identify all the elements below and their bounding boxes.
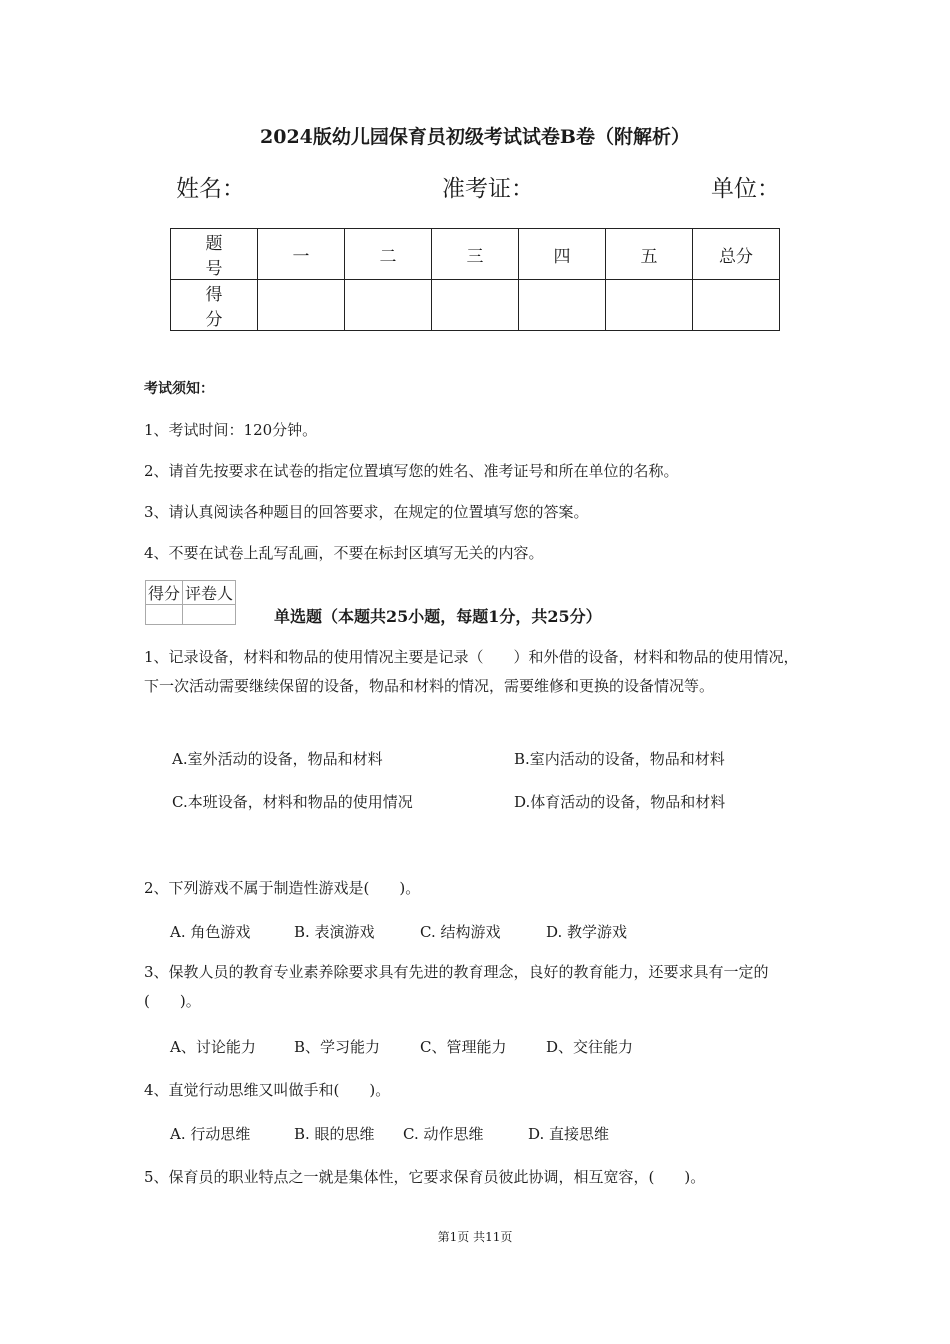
score-table-row-label: 得分 (171, 280, 258, 331)
question-1-option-c: C.本班设备，材料和物品的使用情况 (172, 793, 413, 811)
question-4-option-a: A. 行动思维 (170, 1125, 251, 1143)
score-table-col-3: 三 (432, 229, 519, 280)
score-table-header-label: 题号 (171, 229, 258, 280)
question-2-option-b: B. 表演游戏 (294, 923, 375, 941)
question-1-text: 1、记录设备，材料和物品的使用情况主要是记录（ ）和外借的设备，材料和物品的使用情况，下一次活动需要继续保留的设备，物品和材料的情况，需要维修和更换的设备情况等。 (144, 648, 799, 695)
score-cell (258, 280, 345, 331)
score-table-score-row (171, 280, 780, 331)
score-table-col-2: 二 (345, 229, 432, 280)
score-table (170, 228, 780, 331)
question-4-text: 4、直觉行动思维又叫做手和( )。 (144, 1081, 391, 1099)
question-1-option-a: A.室外活动的设备，物品和材料 (172, 750, 383, 768)
note-item: 4、不要在试卷上乱写乱画，不要在标封区填写无关的内容。 (144, 544, 544, 562)
notes-title: 考试须知： (144, 381, 214, 397)
document-title: 2024版幼儿园保育员初级考试试卷B卷（附解析） (260, 126, 690, 148)
score-cell (432, 280, 519, 331)
question-3-option-a: A、讨论能力 (170, 1038, 256, 1056)
question-4-option-c: C. 动作思维 (403, 1125, 484, 1143)
score-cell (345, 280, 432, 331)
grader-reviewer-label: 评卷人 (183, 581, 236, 605)
question-3-text: 3、保教人员的教育专业素养除要求具有先进的教育理念，良好的教育能力，还要求具有一定的( )。 (144, 963, 769, 1010)
question-4-option-d: D. 直接思维 (528, 1125, 610, 1143)
question-2-option-d: D. 教学游戏 (546, 923, 628, 941)
name-field-label: 姓名： (176, 176, 245, 202)
grader-box (145, 580, 236, 625)
score-table-header-row (171, 229, 780, 280)
grader-score-label: 得分 (146, 581, 183, 605)
question-3-option-c: C、管理能力 (420, 1038, 507, 1056)
exam-id-field-label: 准考证： (442, 176, 534, 202)
note-item: 3、请认真阅读各种题目的回答要求，在规定的位置填写您的答案。 (144, 503, 589, 521)
grader-reviewer-cell (183, 605, 236, 625)
unit-field-label: 单位： (711, 176, 780, 202)
score-cell (693, 280, 780, 331)
question-5-text: 5、保育员的职业特点之一就是集体性，它要求保育员彼此协调，相互宽容，( )。 (144, 1168, 706, 1186)
question-3-option-b: B、学习能力 (294, 1038, 381, 1056)
score-table-col-5: 五 (606, 229, 693, 280)
score-table-col-4: 四 (519, 229, 606, 280)
note-item: 1、考试时间：120分钟。 (144, 421, 318, 439)
question-2-option-c: C. 结构游戏 (420, 923, 501, 941)
grader-score-cell (146, 605, 183, 625)
score-table-col-1: 一 (258, 229, 345, 280)
note-item: 2、请首先按要求在试卷的指定位置填写您的姓名、准考证号和所在单位的名称。 (144, 462, 679, 480)
score-cell (519, 280, 606, 331)
score-cell (606, 280, 693, 331)
question-4-option-b: B. 眼的思维 (294, 1125, 375, 1143)
score-table-col-total: 总分 (693, 229, 780, 280)
question-2-option-a: A. 角色游戏 (170, 923, 251, 941)
question-1-option-b: B.室内活动的设备，物品和材料 (514, 750, 725, 768)
question-3-option-d: D、交往能力 (546, 1038, 634, 1056)
question-1-option-d: D.体育活动的设备，物品和材料 (514, 793, 726, 811)
question-2-text: 2、下列游戏不属于制造性游戏是( )。 (144, 879, 421, 897)
section-title: 单选题（本题共25小题，每题1分，共25分） (274, 607, 602, 626)
page-footer: 第1页 共11页 (437, 1230, 513, 1244)
